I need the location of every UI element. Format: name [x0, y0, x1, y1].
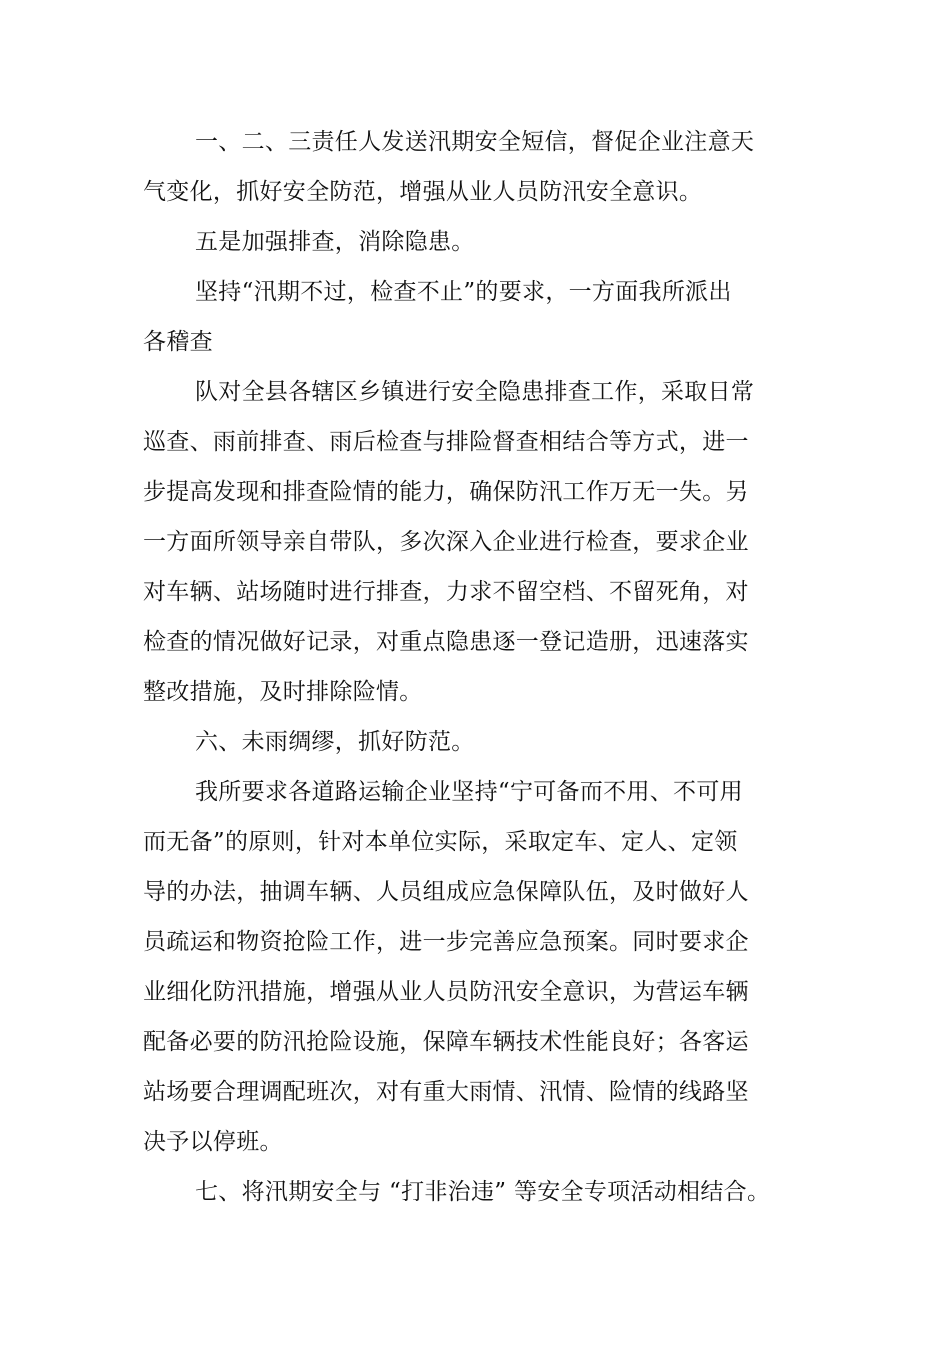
text-line-1: 一、二、三责任人发送汛期安全短信，督促企业注意天	[195, 129, 755, 155]
paragraph-heading-7: 七、将汛期安全与 “打非治违” 等安全专项活动相结合。	[195, 1179, 771, 1205]
paragraph-heading-6: 六、未雨绸缪，抓好防范。	[195, 729, 475, 755]
text-line-8: 步提高发现和排查险情的能力，确保防汛工作万无一失。另	[143, 479, 749, 505]
text-line-6: 队对全县各辖区乡镇进行安全隐患排查工作，采取日常	[195, 379, 755, 405]
text-line-11: 检查的情况做好记录，对重点隐患逐一登记造册，迅速落实	[143, 629, 749, 655]
paragraph-heading-5: 五是加强排查，消除隐患。	[195, 229, 475, 255]
text-line-21: 决予以停班。	[143, 1129, 283, 1155]
text-line-18: 业细化防汛措施，增强从业人员防汛安全意识，为营运车辆	[143, 979, 749, 1005]
text-line-14: 我所要求各道路运输企业坚持“宁可备而不用、不可用	[195, 779, 743, 805]
text-line-19: 配备必要的防汛抢险设施，保障车辆技术性能良好；各客运	[143, 1029, 749, 1055]
text-line-15: 而无备”的原则，针对本单位实际，采取定车、定人、定领	[143, 829, 738, 855]
text-line-7: 巡查、雨前排查、雨后检查与排险督查相结合等方式，进一	[143, 429, 749, 455]
text-line-5: 各稽查	[143, 329, 213, 355]
text-line-10: 对车辆、站场随时进行排查，力求不留空档、不留死角，对	[143, 579, 749, 605]
text-line-20: 站场要合理调配班次，对有重大雨情、汛情、险情的线路坚	[143, 1079, 749, 1105]
text-line-2: 气变化，抓好安全防范，增强从业人员防汛安全意识。	[143, 179, 703, 205]
text-line-12: 整改措施，及时排除险情。	[143, 679, 423, 705]
text-line-17: 员疏运和物资抢险工作，进一步完善应急预案。同时要求企	[143, 929, 749, 955]
text-line-9: 一方面所领导亲自带队，多次深入企业进行检查，要求企业	[143, 529, 749, 555]
text-line-4: 坚持“汛期不过，检查不止”的要求，一方面我所派出	[195, 279, 732, 305]
text-line-16: 导的办法，抽调车辆、人员组成应急保障队伍，及时做好人	[143, 879, 749, 905]
